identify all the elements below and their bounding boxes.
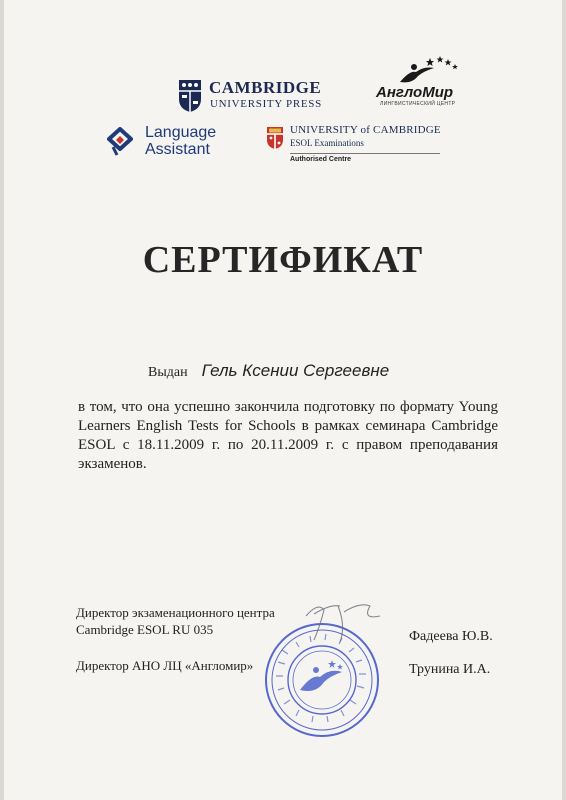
anglomir-name: АнглоМир [376,84,454,101]
esol-logo-line2: ESOL Examinations [290,138,364,148]
esol-logo-line1: UNIVERSITY of CAMBRIDGE [290,124,441,136]
paper-edge-left [0,0,4,800]
anglomir-subtitle: ЛИНГВИСТИЧЕСКИЙ ЦЕНТР [380,101,456,107]
language-assistant-icon [107,127,133,157]
paper-edge-right [562,0,566,800]
language-assistant-text: Language Assistant [145,124,217,158]
director1-title [76,604,275,638]
anglomir-figure-icon [390,56,460,86]
certificate-title: СЕРТИФИКАТ [142,239,424,281]
certificate-body: в том, что она успешно закончила подготовку по формату Young Learners English Tests for Schools в рамках семинара Cambridge ESOL с 18.11.2009 г. по 20.11.2009 г. с правом преподавания экзаменов. [78,399,498,472]
cup-logo-line2: UNIVERSITY PRESS [210,98,322,110]
director1-name: Фадеева Ю.В. [409,629,493,644]
issued-label: Выдан [148,365,188,380]
cambridge-esol-shield-icon [266,126,284,150]
language-assistant-logo [107,124,237,164]
cambridge-esol-logo [266,124,442,170]
esol-logo-divider [290,153,440,154]
issued-to-line [148,361,389,381]
director2-name: Трунина И.А. [409,662,491,677]
recipient-name: Гель Ксении Сергеевне [201,361,390,380]
esol-logo-authorised-centre: Authorised Centre [290,156,352,163]
cambridge-university-press-logo [178,79,358,115]
cambridge-shield-icon [178,79,202,113]
cup-logo-line1: CAMBRIDGE [209,78,322,97]
director2-title: Директор АНО ЛЦ «Англомир» [76,658,254,673]
anglomir-logo [372,56,472,106]
director1-title-line1: Директор экзаменационного центра [76,605,275,620]
handwritten-signature [300,596,390,646]
director1-title-line2: Cambridge ESOL RU 035 [76,622,214,637]
